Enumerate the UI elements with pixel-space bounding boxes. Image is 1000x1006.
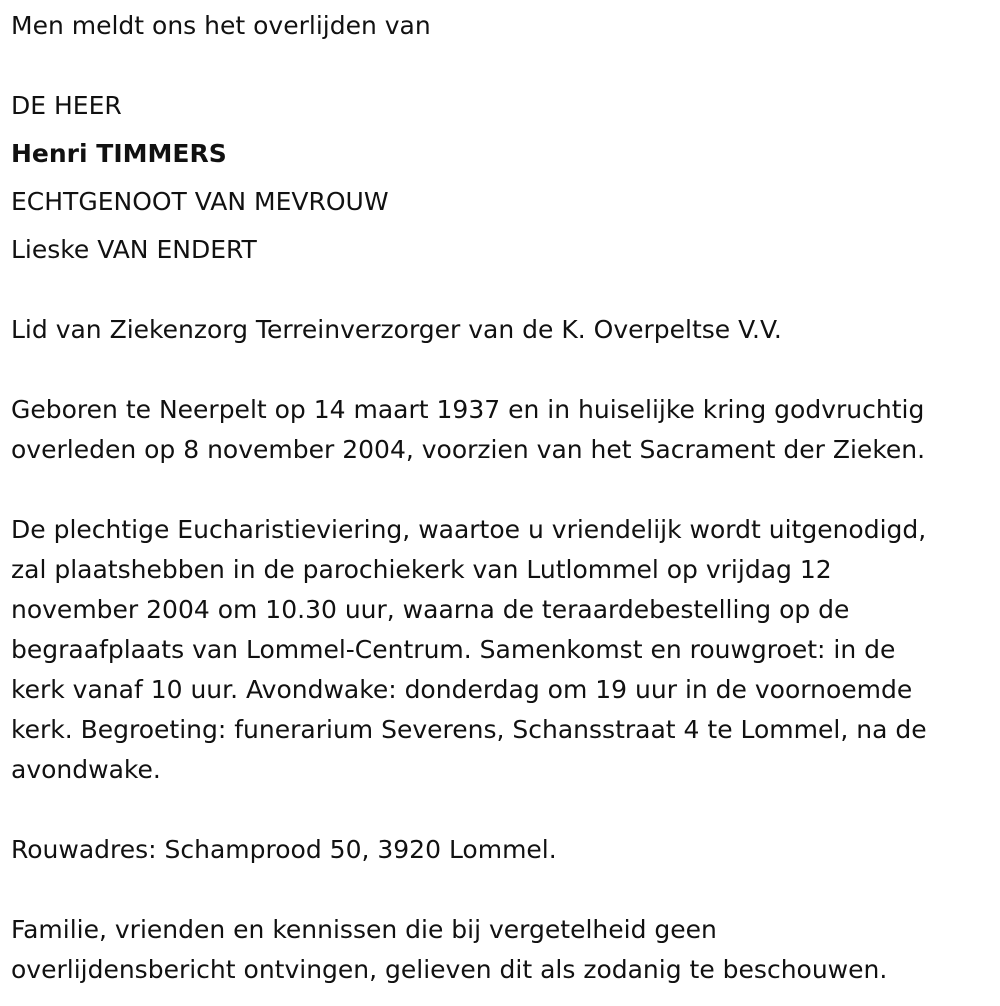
paragraph-line: Geboren te Neerpelt op 14 maart 1937 en in huiselijke kring godvruchtig [11, 395, 925, 424]
intro-line: Men meldt ons het overlijden van [11, 11, 431, 40]
title-line: DE HEER [11, 91, 122, 120]
relation-line: ECHTGENOOT VAN MEVROUW [11, 187, 389, 216]
obituary-notice [11, 6, 991, 990]
paragraph-line: Familie, vrienden en kennissen die bij vergetelheid geen [11, 915, 717, 944]
paragraph-line: overlijdensbericht ontvingen, gelieven dit als zodanig te beschouwen. [11, 955, 888, 984]
paragraph-line: avondwake. [11, 755, 161, 784]
paragraph-line: De plechtige Eucharistieviering, waartoe u vriendelijk wordt uitgenodigd, [11, 515, 927, 544]
spouse-name: Lieske VAN ENDERT [11, 235, 257, 264]
paragraph-line: november 2004 om 10.30 uur, waarna de teraardebestelling op de [11, 595, 850, 624]
ceremony-paragraph [11, 510, 991, 790]
membership-line: Lid van Ziekenzorg Terreinverzorger van de K. Overpeltse V.V. [11, 315, 782, 344]
address-line: Rouwadres: Schamprood 50, 3920 Lommel. [11, 835, 557, 864]
paragraph-line: begraafplaats van Lommel-Centrum. Samenkomst en rouwgroet: in de [11, 635, 896, 664]
closing-paragraph [11, 910, 991, 990]
birth-death-paragraph [11, 390, 991, 470]
deceased-name: Henri TIMMERS [11, 139, 227, 168]
paragraph-line: zal plaatshebben in de parochiekerk van Lutlommel op vrijdag 12 [11, 555, 832, 584]
paragraph-line: overleden op 8 november 2004, voorzien van het Sacrament der Zieken. [11, 435, 926, 464]
paragraph-line: kerk vanaf 10 uur. Avondwake: donderdag om 19 uur in de voornoemde [11, 675, 913, 704]
paragraph-line: kerk. Begroeting: funerarium Severens, Schansstraat 4 te Lommel, na de [11, 715, 927, 744]
